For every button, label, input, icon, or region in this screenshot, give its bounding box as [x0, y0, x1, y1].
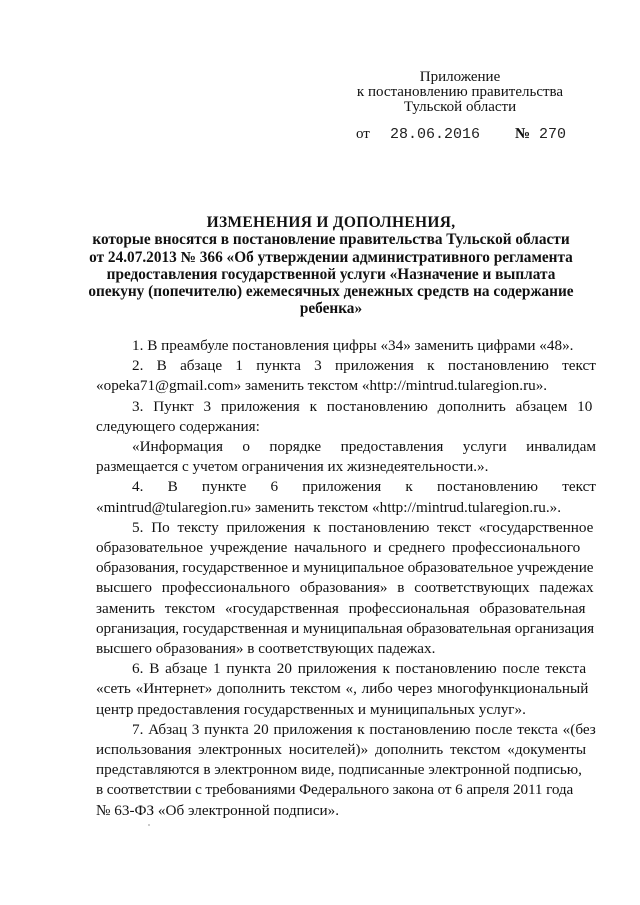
title-line-1: ИЗМЕНЕНИЯ И ДОПОЛНЕНИЯ, — [206, 214, 456, 231]
item-5-line-3: образования, государственное и муниципальное образовательное учреждение — [96, 559, 594, 577]
title-line-5: опекуну (попечителю) ежемесячных денежных средств на содержание — [88, 283, 574, 301]
title-line-6: ребенка» — [299, 300, 363, 318]
item-5-line-4: высшего профессионального образования» в соответствующих падежах — [96, 579, 594, 597]
document-body — [96, 336, 596, 821]
item-2-line-2: «opeka71@gmail.com» заменить текстом «http://mintrud.tularegion.ru». — [96, 377, 548, 395]
title-line-4: предоставления государственной услуги «Назначение и выплата — [106, 265, 556, 283]
quote-line-1 — [96, 437, 596, 457]
word: абзаце — [180, 357, 223, 375]
word: текст — [562, 478, 596, 496]
word: «Информация — [132, 438, 223, 456]
annex-line-1: Приложение — [419, 69, 501, 85]
item-5-line-7: высшего образования» в соответствующих падежах. — [96, 640, 436, 658]
item-5-line-6: организация, государственная и муниципальная образовательная организация — [96, 619, 595, 637]
word: о — [242, 438, 250, 456]
word: приложения — [334, 357, 414, 375]
date-prefix: от — [356, 126, 370, 142]
word: В — [167, 478, 178, 496]
item-7-line-1: 7. Абзац 3 пункта 20 приложения к постановлению после текста «(без — [132, 720, 596, 738]
document-date: 28.06.2016 — [390, 126, 481, 143]
word: к — [405, 478, 413, 496]
word: В — [156, 357, 167, 375]
annex-line-3: Тульской области — [403, 99, 517, 115]
scan-speck — [148, 824, 150, 826]
item-7-line-3: представляются в электронном виде, подписанные электронной подписью, — [96, 761, 582, 779]
annex-header — [340, 70, 580, 115]
item-4-line-2: «mintrud@tularegion.ru» заменить текстом «http://mintrud.tularegion.ru.». — [96, 498, 562, 516]
word: постановлению — [436, 478, 538, 496]
item-4-line-1 — [96, 477, 596, 497]
word: текст — [562, 357, 596, 375]
item-5-line-1: 5. По тексту приложения к постановлению текст «государственное — [132, 518, 594, 536]
word: услуги — [462, 438, 507, 456]
number-prefix: № — [515, 126, 531, 142]
item-1: 1. В преамбуле постановления цифры «34» заменить цифрами «48». — [132, 337, 574, 354]
word: приложения — [302, 478, 382, 496]
document-title — [88, 214, 574, 318]
word: 4. — [132, 478, 144, 496]
item-6-line-2: «сеть «Интернет» дополнить текстом «, либо через многофункциональный — [96, 680, 589, 698]
item-3-line-2: следующего содержания: — [96, 417, 260, 435]
item-5-line-5: заменить текстом «государственная профессиональная образовательная — [96, 599, 586, 617]
word: пункта — [256, 357, 301, 375]
word: порядке — [269, 438, 322, 456]
item-3-line-1 — [96, 397, 596, 417]
word: постановлению — [447, 357, 549, 375]
word: пункте — [201, 478, 247, 496]
item-2-line-1 — [96, 356, 596, 376]
quote-line-2: размещается с учетом ограничения их жизнедеятельности.». — [96, 458, 489, 476]
item-5-line-2: образовательное учреждение начального и среднего профессионального — [96, 539, 581, 557]
word: 2. — [132, 357, 144, 375]
annex-line-2: к постановлению правительства — [356, 84, 564, 100]
title-line-3: от 24.07.2013 № 366 «Об утверждении административного регламента — [89, 248, 573, 266]
word: к — [427, 357, 435, 375]
word: 6 — [270, 478, 279, 496]
item-7-line-2: использования электронных носителей)» дополнить текстом «документы — [96, 741, 587, 759]
word: предоставления — [340, 438, 444, 456]
item-6-line-3: центр предоставления государственных и муниципальных услуг». — [96, 700, 526, 718]
item-3-text: 3. Пункт 3 приложения к постановлению дополнить абзацем 10 — [132, 397, 593, 415]
item-7-line-4: в соответствии с требованиями Федерального закона от 6 апреля 2011 года — [96, 781, 574, 799]
document-number: 270 — [539, 126, 567, 143]
title-line-2: которые вносятся в постановление правительства Тульской области — [92, 231, 570, 249]
item-6-line-1: 6. В абзаце 1 пункта 20 приложения к постановлению после текста — [132, 660, 587, 678]
word: инвалидам — [526, 438, 596, 456]
item-7-line-5: № 63-ФЗ «Об электронной подписи». — [96, 801, 340, 819]
word: 3 — [314, 357, 322, 375]
word: 1 — [235, 357, 243, 375]
